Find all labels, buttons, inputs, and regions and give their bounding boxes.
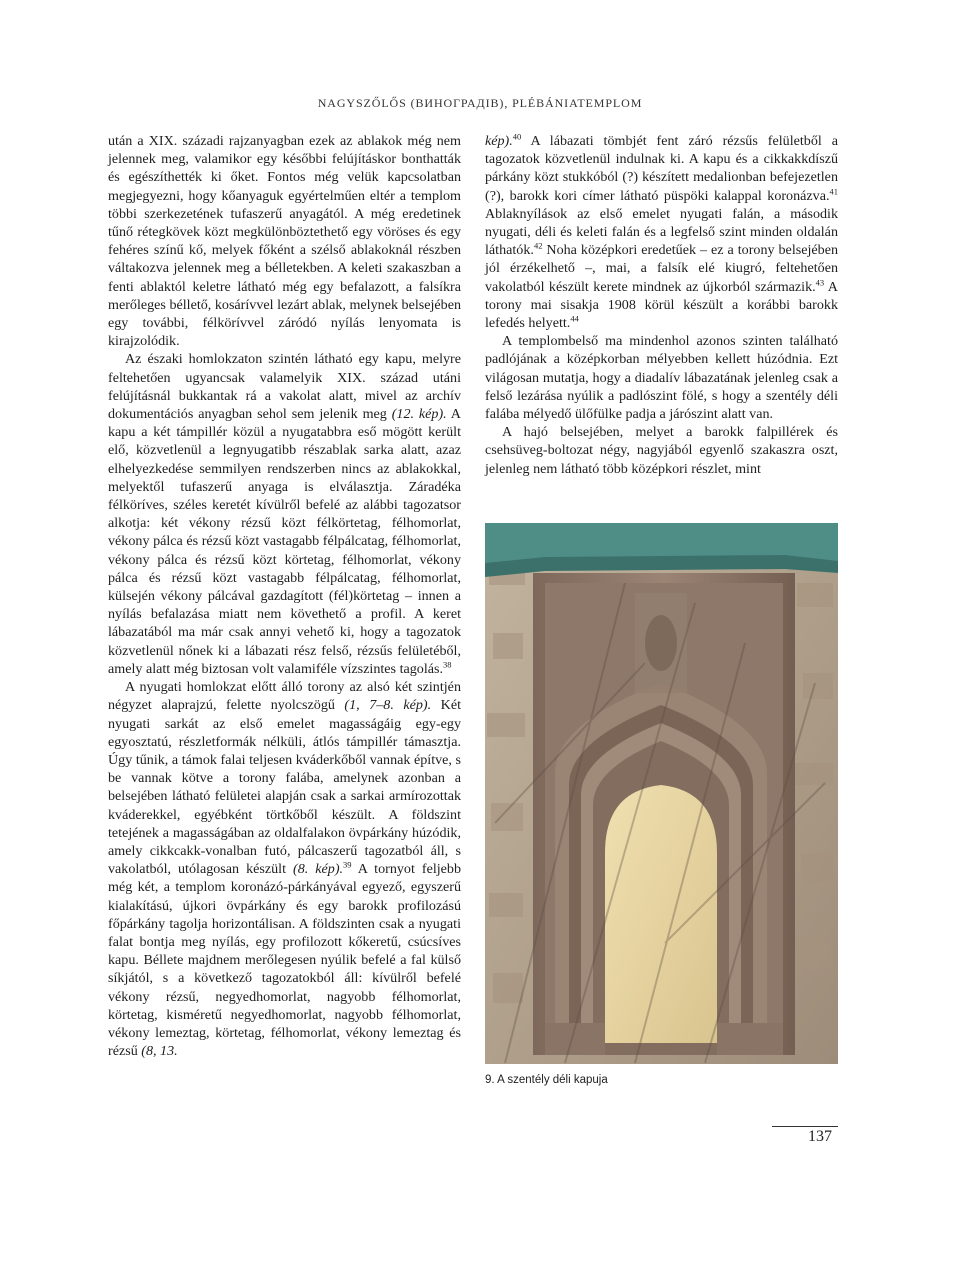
doorway-infill — [605, 785, 717, 1043]
paragraph-text: után a XIX. századi rajzanyagban ezek az ablakok még nem jelennek meg, valamikor egy későbbi felújításkor bonthatták és egészíthették ki őket. Fontos még velük kapcsolatban megjegyezni, hogy kőanyaguk egyértelműen eltér a templom többi szerkezetének tufaszerű anyagától. A még eredetinek tűnő rétegkövek közt megkülönböztethető egy vöröses és egy fehéres színű kő, melyek főként a szélső ablakoknál részben váltakozva jelennek meg a bélletekben. A keleti szakaszban a fenti ablaktól keletre látható még egy befalazott, a falsíkra merőleges béllető, kosárívvel lezárt ablak, melynek belsejében egy további, félkörívvel záródó nyílás lenyomata is kirajzolódik. — [108, 133, 461, 350]
paragraph-text: Két nyugati sarkát az első emelet magasságáig egy-egy egyosztatú, részletformák nélküli, átlós támpillér támasztja. Úgy tűnik, a támok falai teljesen kváderkőből vannak építve, s be vannak kötve a torony falába, amelynek azonban a belsejében látható felületei alapján csak a sarkai armírozottak kváderekkel, egyébként törtkőből készült. A földszint tetejének a magasságában az oldalfalakon övpárkány húzódik, amely cikkcakk-vonalban futó, pálcaszerű tagozatból áll, s vakolatból, utólagosan készült — [108, 697, 461, 878]
paragraph — [108, 678, 461, 1060]
left-text-column — [108, 132, 461, 1060]
running-header: NAGYSZŐLŐS (ВИНОГРАДІВ), PLÉBÁNIATEMPLOM — [317, 96, 643, 110]
paragraph — [485, 132, 838, 332]
paragraph-text: A tornyot feljebb még két, a templom koronázó-párkányával egyező, egyszerű kialakítású, újkori övpárkány és egy barokk profilozású főpárkány tagolja horizontálisan. A földszinten csak a nyugati falat bontja meg nyílás, egy profilozott kőkeretű, csúcsíves kapu. Béllete majdnem merőlegesen nyúlik befelé a fal külső síkjától, s a következő tagozatokból áll: kívülről befelé vékony rézsű, negyedhomorlat, nagyobb félhomorlat, körtetag, kisméretű negyedhomorlat, nagyobb félhomorlat, vékony lemeztag, körtetag, félhomorlat, vékony lemeztag és rézsű — [108, 861, 462, 1060]
paragraph-text: A lábazati tömbjét fent záró rézsűs felületből a tagozatok közvetlenül indulnak ki. A kapu és a cikkakkdíszű párkány közt stukkóból (?) készített medalionban befejezetlen (?), barokk kori címer látható püspöki kalappal koronázva. — [485, 133, 838, 204]
figure-reference: (8, 13. — [141, 1043, 178, 1060]
figure-reference: (12. kép). — [391, 406, 447, 423]
footnote-marker: 44 — [570, 313, 579, 324]
paragraph-text: Ablaknyílások az első emelet nyugati falán, a második nyugati, déli és keleti falán és a legfelső szint minden oldalán láthatók. — [485, 205, 838, 259]
footnote-marker: 41 — [829, 185, 838, 196]
figure-caption: 9. A szentély déli kapuja — [485, 1074, 608, 1086]
doorway-photo-illustration — [485, 523, 838, 1064]
page-number-rule — [772, 1126, 838, 1127]
paragraph-text: A torony mai sisakja 1908 körül készült a korábbi barokk lefedés helyett. — [485, 278, 838, 332]
footnote-marker: 42 — [533, 240, 543, 251]
figure-photo — [485, 523, 838, 1064]
paragraph-text: A templombelső ma mindenhol azonos szinten található padlójának a középkorban mélyebben kellett húzódnia. Ezt világosan mutatja, hogy a diadalív lábazatának jelenleg csak a felső lezárása nyúlik a padlószint fölé, s hogy a szentély déli falába mélyedő ülőfülke padja a járószint alatt van. — [485, 333, 838, 423]
paragraph — [108, 132, 461, 350]
paragraph-text: Az északi homlokzaton szintén látható egy kapu, melyre feltehetően ugyancsak valamelyik XIX. század utáni felújításnál bukkantak rá a vakolat alatt, mivel az archív dokumentációs anyagban sehol sem jelenik meg — [108, 351, 461, 423]
page-number: 137 — [808, 1128, 832, 1145]
paragraph — [485, 423, 838, 478]
paragraph-text: Noha középkori eredetűek – ez a torony belsejében jól érzékelhető –, mai, a falsík elé kiugró, feltehetően vakolatból készült kerete mindnek az újkorból származik. — [485, 242, 838, 295]
paragraph-text: A nyugati homlokzat előtt álló torony az alsó két szintjén négyzet alaprajzú, felette nyolcszögű — [108, 679, 461, 714]
footnote-marker: 43 — [815, 276, 825, 287]
figure-reference: (8. kép). — [293, 861, 344, 878]
footnote-marker: 40 — [512, 131, 522, 142]
footnote-marker: 38 — [443, 659, 452, 670]
figure-reference: kép). — [485, 133, 513, 149]
paragraph-text: A kapu a két támpillér közül a nyugatabbra eső mögött került elő, közvetlenül a legnyugatibb részablak sarka alatt, azaz elhelyezkedése semmilyen rendszerben nincs az ablakokkal, melyektől tufaszerű anyaga is elválasztja. Záradéka félköríves, széles keretét kívülről befelé az alábbi tagozatsor alkotja: két vékony rézsű közt félkörtetag, félhomorlat, vékony pálca és rézsű közt vastagabb félpálcatag, félhomorlat, vékony pálca és rézsű közt körtetag, félhomorlat, vékony pálca és rézsű közt vastagabb félpálcatag, félhomorlat, külsején vékony pálcával gazdagított (fél)körtetag – innen a nyílás befalazása miatt nem követhető a profil. A keret lábazatából ma már csak annyi vehető ki, hogy a tagozatok közvetlenül nőnek ki a lábazati rész felső, rézsűs felületéből, amely alatt még biztosan volt valamiféle vízszintes tagolás. — [108, 406, 461, 677]
paragraph-text: A hajó belsejében, melyet a barokk falpillérek és csehsüveg-boltozat négy, nagyjából egyenlő szakaszra oszt, jelenleg nem látható több középkori részlet, mint — [485, 424, 838, 477]
right-text-column — [485, 132, 838, 478]
paragraph — [485, 332, 838, 423]
figure-reference: (1, 7–8. kép). — [344, 697, 432, 714]
footnote-marker: 39 — [343, 859, 352, 870]
paragraph — [108, 350, 461, 678]
